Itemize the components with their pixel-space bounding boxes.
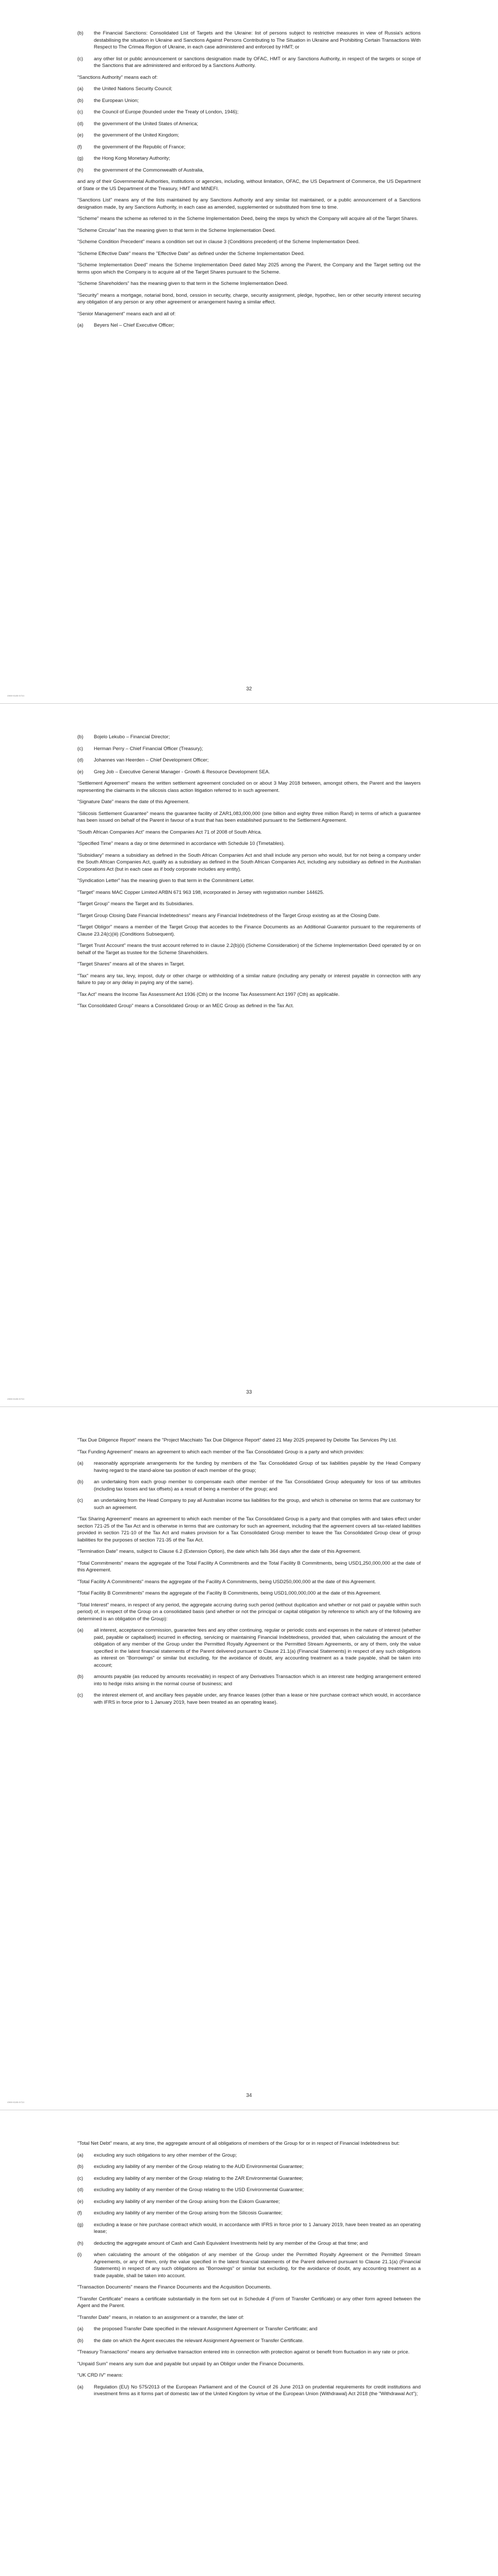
- document-page: [0, 0, 498, 703]
- list-item-text: when calculating the amount of the obligation of any member of the Group under the Permitted Royalty Agreement or the Permitted Stream Agreements, or any of them, only the value specified in the latest financial statements of the Parent delivered pursuant to Clause 21.1(a) (Financial Statements) in respect of any such obligations as "Borrowings" or similar but excluding, for the avoidance of doubt, any accounting treatment as a trade payable, shall be taken into account.: [94, 2252, 421, 2279]
- list-item-text: Herman Perry – Chief Financial Officer (Treasury);: [94, 745, 203, 752]
- definition-paragraph: "Tax" means any tax, levy, impost, duty or other charge or withholding of a similar nature (including any penalty or interest payable in connection with any failure to pay or any delay in paying any of the same).: [77, 973, 421, 986]
- list-item: [77, 2152, 421, 2159]
- list-item-label: (c): [77, 56, 84, 62]
- definition-paragraph: "Specified Time" means a day or time determined in accordance with Schedule 10 (Timetables).: [77, 841, 285, 846]
- list-item: [77, 1673, 421, 1687]
- list-item-label: (e): [77, 132, 84, 138]
- list-item: [77, 2251, 421, 2279]
- list-item-text: the European Union;: [94, 97, 139, 104]
- list-item: [77, 167, 421, 174]
- definition-paragraph: "Target Trust Account" means the trust account referred to in clause 2.2(b)(ii) (Scheme Consideration) of the Scheme Implementation Deed operated by or on behalf of the Target as trustee for the Scheme Shareholders.: [77, 943, 421, 956]
- list-item-label: (b): [77, 1674, 84, 1680]
- list-item-label: (a): [77, 1628, 84, 1633]
- list-item-text: the proposed Transfer Date specified in the relevant Assignment Agreement or Transfer Certificate; and: [94, 2326, 318, 2332]
- definition-paragraph: "Tax Sharing Agreement" means an agreement to which each member of the Tax Consolidated Group is a party and that complies with and takes effect under section 721-25 of the Tax Act and is otherwise in terms that are customary for such an agreement, including that the agreement covers all tax-related liabilities provided in section 721-10 of the Tax Act and makes provision for a Tax Consolidated Group member to leave the Tax Consolidated Group clear of group liabilities for the purposes of section 721-35 of the Tax Act.: [77, 1516, 421, 1543]
- list-item: [77, 757, 421, 764]
- list-item: [77, 109, 421, 116]
- list-item-label: (d): [77, 121, 84, 127]
- document-page: [0, 703, 498, 1406]
- page-number: 34: [246, 2093, 252, 2098]
- definition-paragraph: "Subsidiary" means a subsidiary as defined in the South African Companies Act and shall include any person who would, but for not being a company under the South African Companies Act, qualify as a subsidiary as defined in the South African Companies Act, including any subsidiary as defined in the Australian Corporations Act (but in each case as if body corporate includes any entity).: [77, 852, 421, 872]
- definition-paragraph: "Scheme Condition Precedent" means a condition set out in clause 3 (Conditions precedent) of the Scheme Implementation Deed.: [77, 239, 360, 245]
- list-item: [77, 56, 421, 70]
- definition-paragraph: "Scheme Circular" has the meaning given to that term in the Scheme Implementation Deed.: [77, 227, 276, 233]
- list-item-text: excluding any liability of any member of the Group relating to the ZAR Environmental Guarantee;: [94, 2175, 304, 2181]
- list-item-text: an undertaking from the Head Company to pay all Australian income tax liabilities for the group, and which is otherwise on terms that are customary for such an agreement.: [94, 1498, 421, 1511]
- definition-paragraph: "Total Facility B Commitments" means the aggregate of the Facility B Commitments, being USD1,000,000,000 at the date of this Agreement.: [77, 1590, 381, 1596]
- definition-paragraph: "Termination Date" means, subject to Clause 6.2 (Extension Option), the date which falls 364 days after the date of this Agreement.: [77, 1549, 361, 1554]
- list-item: [77, 2210, 421, 2217]
- list-item: [77, 30, 421, 51]
- definition-paragraph: "Total Commitments" means the aggregate of the Total Facility A Commitments and the Total Facility B Commitments, being USD1,250,000,000 at the date of this Agreement.: [77, 1560, 421, 1573]
- document-reference: 4969-8185-5734: [7, 2101, 25, 2104]
- list-item: [77, 121, 421, 128]
- list-item: [77, 1460, 421, 1474]
- list-item-label: (b): [77, 2164, 84, 2170]
- list-item-text: all interest, acceptance commission, guarantee fees and any other continuing, regular or periodic costs and expenses in the nature of interest (whether paid, payable or capitalised) incurred in effecting, servicing or maintaining Financial Indebtedness, provided that, when calculating the amount of the obligation of any member of the Group under the Permitted Royalty Agreement or the Permitted Stream Agreements, or any of them, only the value specified in the latest financial statements of the Parent delivered pursuant to Clause 21.1(a) (Financial Statements) in respect of any such obligations as interest on "Borrowings" or similar but excluding, for the avoidance of doubt, any accounting treatment as a trade payable, shall be taken into account;: [94, 1628, 421, 1668]
- list-item-text: the government of the Commonwealth of Australia,: [94, 167, 204, 173]
- list-item-text: the government of the United States of America;: [94, 121, 198, 127]
- definition-paragraph: "Tax Due Diligence Report" means the "Project Macchiato Tax Due Diligence Report" dated 21 May 2025 prepared by Deloitte Tax Services Pty Ltd.: [77, 1437, 397, 1443]
- definition-paragraph: "Target Group Closing Date Financial Indebtedness" means any Financial Indebtedness of the Target Group existing as at the Closing Date.: [77, 912, 380, 919]
- list-item-label: (a): [77, 86, 84, 92]
- list-item-text: amounts payable (as reduced by amounts receivable) in respect of any Derivatives Transaction which is an interest rate hedging arrangement entered into to hedge risks arising in the normal course of business; and: [94, 1674, 421, 1687]
- list-item-label: (b): [77, 734, 84, 740]
- list-item-label: (c): [77, 109, 84, 115]
- list-item-text: excluding any liability of any member of the Group relating to the AUD Environmental Guarantee;: [94, 2164, 304, 2170]
- list-item: [77, 144, 421, 151]
- definition-paragraph: "Silicosis Settlement Guarantee" means the guarantee facility of ZAR1,083,000,000 (one billion and eighty three million Rand) in terms of which a guarantee has been issued on behalf of the Parent in favour of a trust that has been established pursuant to the Settlement Agreement.: [77, 810, 421, 823]
- document-page: [0, 2110, 498, 2576]
- list-item-text: deducting the aggregate amount of Cash and Cash Equivalent Investments held by any member of the Group at that time; and: [94, 2240, 368, 2246]
- list-item: [77, 322, 421, 329]
- definition-paragraph: "Senior Management" means each and all of:: [77, 311, 176, 317]
- definition-paragraph: "Tax Consolidated Group" means a Consolidated Group or an MEC Group as defined in the Tax Act.: [77, 1003, 294, 1009]
- list-item-label: (b): [77, 2337, 84, 2344]
- list-item-text: excluding any liability of any member of the Group relating to the USD Environmental Guarantee;: [94, 2187, 304, 2193]
- list-item-label: (c): [77, 2175, 84, 2181]
- page-number: 33: [246, 1389, 252, 1395]
- list-item-label: (c): [77, 1692, 84, 1698]
- definition-paragraph: "Scheme Implementation Deed" means the Scheme Implementation Deed dated May 2025 among the Parent, the Company and the Target setting out the terms upon which the Company is to acquire all of the Target Shares pursuant to the Scheme.: [77, 262, 421, 275]
- list-item-text: the Financial Sanctions: Consolidated List of Targets and the Ukraine: list of persons subject to restrictive measures in view of Russia's actions destabilising the situation in Ukraine and Sanctions Against Persons Contributing to The Situation in Ukraine and Prohibiting Certain Transactions With Respect to The Crimea Region of Ukraine, in each case administered and enforced by HMT; or: [94, 30, 421, 50]
- definition-paragraph: "Treasury Transactions" means any derivative transaction entered into in connection with protection against or benefit from fluctuation in any rate or price.: [77, 2349, 410, 2355]
- definition-paragraph: "South African Companies Act" means the Companies Act 71 of 2008 of South Africa.: [77, 829, 262, 835]
- list-item: [77, 769, 421, 776]
- list-item: [77, 97, 421, 105]
- list-item: [77, 86, 421, 93]
- list-item-text: the Council of Europe (founded under the Treaty of London, 1946);: [94, 109, 239, 115]
- definition-paragraph: "Scheme Effective Date" means the "Effective Date" as defined under the Scheme Implementation Deed.: [77, 250, 305, 257]
- list-item-label: (e): [77, 769, 84, 775]
- definition-paragraph: "Settlement Agreement" means the written settlement agreement concluded on or about 3 May 2018 between, amongst others, the Parent and the lawyers representing the claimants in the silicosis class action litigation referred to in such agreement.: [77, 781, 421, 793]
- list-item: [77, 1627, 421, 1669]
- list-item-label: (g): [77, 156, 84, 161]
- list-item-label: (b): [77, 97, 84, 104]
- definition-paragraph: "Security" means a mortgage, notarial bond, bond, cession in security, charge, security assignment, pledge, hypothec, lien or other security interest securing any obligation of any person or any other agreement or arrangement having a similar effect.: [77, 292, 421, 305]
- document-reference: 4969-8185-5734: [7, 694, 25, 697]
- list-item: [77, 2384, 421, 2398]
- list-item-label: (f): [77, 144, 82, 150]
- definition-paragraph: "Syndication Letter" has the meaning given to that term in the Commitment Letter.: [77, 878, 255, 884]
- list-item-text: any other list or public announcement or sanctions designation made by OFAC, HMT or any Sanctions Authority, in respect of the targets or scope of the Sanctions that are administered and enforced by a Sanctions Authority.: [94, 56, 421, 69]
- definition-paragraph: "Scheme" means the scheme as referred to in the Scheme Implementation Deed, being the steps by which the Company will acquire all of the Target Shares.: [77, 216, 418, 222]
- list-item-label: (f): [77, 2210, 82, 2216]
- definition-paragraph: and any of their Governmental Authorities, institutions or agencies, including, without limitation, OFAC, the US Department of Commerce, the US Department of State or the US Department of the Treasury, HMT and MINEFI.: [77, 179, 421, 192]
- list-item-label: (c): [77, 745, 84, 752]
- list-item-label: (h): [77, 2240, 84, 2246]
- definition-paragraph: "Transaction Documents" means the Finance Documents and the Acquisition Documents.: [77, 2284, 272, 2290]
- definition-paragraph: "Transfer Date" means, in relation to an assignment or a transfer, the later of:: [77, 2314, 244, 2320]
- list-item-label: (b): [77, 1479, 84, 1485]
- definition-paragraph: "Scheme Shareholders" has the meaning given to that term in the Scheme Implementation Deed.: [77, 281, 288, 286]
- list-item-text: the date on which the Agent executes the relevant Assignment Agreement or Transfer Certificate.: [94, 2337, 304, 2344]
- list-item: [77, 2337, 421, 2345]
- list-item-text: the Hong Kong Monetary Authority;: [94, 156, 170, 161]
- document-page: [0, 1406, 498, 2110]
- definition-paragraph: "Total Net Debt" means, at any time, the aggregate amount of all obligations of members of the Group for or in respect of Financial Indebtedness but:: [77, 2141, 400, 2146]
- list-item-label: (g): [77, 2222, 84, 2228]
- list-item: [77, 2198, 421, 2206]
- definition-paragraph: "Unpaid Sum" means any sum due and payable but unpaid by an Obligor under the Finance Documents.: [77, 2361, 305, 2367]
- list-item: [77, 2326, 421, 2333]
- list-item: [77, 1692, 421, 1706]
- definition-paragraph: "Tax Funding Agreement" means an agreement to which each member of the Tax Consolidated Group is a party and which provides:: [77, 1449, 364, 1455]
- list-item-text: reasonably appropriate arrangements for the funding by members of the Tax Consolidated Group of tax liabilities payable by the Head Company having regard to the stand-alone tax position of each member of the group;: [94, 1461, 421, 1473]
- list-item: [77, 2222, 421, 2235]
- list-item: [77, 2240, 421, 2247]
- definition-paragraph: "Total Interest" means, in respect of any period, the aggregate accruing during such period (without duplication and whether or not paid or payable within such period) of, in respect of the Group on a consolidated basis (and whether or not the principal or capital obligation by reference to which any of the following are determined is an obligation of the Group):: [77, 1602, 421, 1622]
- list-item: [77, 2187, 421, 2194]
- list-item-text: Beyers Nel – Chief Executive Officer;: [94, 323, 175, 328]
- list-item-text: an undertaking from each group member to compensate each other member of the Tax Consolidated Group adequately for loss of tax attributes (including tax losses and tax offsets) as a result of being a member of the group; and: [94, 1479, 421, 1492]
- list-item-text: Bojelo Lekubo – Financial Director;: [94, 734, 170, 740]
- list-item-text: excluding a lease or hire purchase contract which would, in accordance with IFRS in force prior to 1 January 2019, have been treated as an operating lease;: [94, 2222, 421, 2234]
- list-item-text: the government of the Republic of France;: [94, 144, 186, 150]
- list-item: [77, 2163, 421, 2171]
- list-item: [77, 155, 421, 162]
- definition-paragraph: "Target Shares" means all of the shares in Target.: [77, 961, 185, 967]
- list-item-label: (b): [77, 30, 84, 36]
- list-item: [77, 745, 421, 753]
- list-item-text: Greg Job – Executive General Manager - Growth & Resource Development SEA.: [94, 769, 270, 775]
- document-reference: 4969-8185-5734: [7, 1398, 25, 1400]
- definition-paragraph: "Target Obligor" means a member of the Target Group that accedes to the Finance Documents as an Additional Guarantor pursuant to the requirements of Clause 23.24(c)(iii) (Conditions Subsequent).: [77, 924, 421, 937]
- definition-paragraph: "Target" means MAC Copper Limited ARBN 671 963 198, incorporated in Jersey with registration number 144625.: [77, 889, 324, 895]
- list-item-text: the United Nations Security Council;: [94, 86, 173, 92]
- definition-paragraph: "Tax Act" means the Income Tax Assessment Act 1936 (Cth) or the Income Tax Assessment Act 1997 (Cth) as applicable.: [77, 991, 340, 997]
- list-item-label: (a): [77, 1461, 84, 1466]
- list-item-label: (h): [77, 167, 84, 173]
- page-number: 32: [246, 686, 252, 692]
- list-item-label: (d): [77, 757, 84, 763]
- list-item-text: Regulation (EU) No 575/2013 of the European Parliament and of the Council of 26 June 2013 on prudential requirements for credit institutions and investment firms as it forms part of domestic law of the United Kingdom by virtue of the European Union (Withdrawal) Act 2018 (the "Withdrawal Act");: [94, 2384, 421, 2397]
- list-item: [77, 132, 421, 139]
- list-item-label: (c): [77, 1498, 84, 1503]
- list-item-text: the interest element of, and ancillary fees payable under, any finance leases (other than a lease or hire purchase contract which would, in accordance with IFRS in force prior to 1 January 2019, have been treated as an operating lease).: [94, 1692, 421, 1705]
- list-item-label: (a): [77, 2152, 84, 2158]
- list-item-text: the government of the United Kingdom;: [94, 132, 179, 138]
- list-item-label: (a): [77, 2384, 84, 2390]
- definition-paragraph: "Signature Date" means the date of this Agreement.: [77, 799, 190, 805]
- definition-paragraph: "UK CRD IV" means:: [77, 2372, 123, 2378]
- list-item: [77, 2175, 421, 2182]
- list-item: [77, 1497, 421, 1511]
- definition-paragraph: "Transfer Certificate" means a certificate substantially in the form set out in Schedule 4 (Form of Transfer Certificate) or any other form agreed between the Agent and the Parent.: [77, 2296, 421, 2309]
- definition-paragraph: "Sanctions Authority" means each of:: [77, 74, 158, 80]
- list-item: [77, 734, 421, 741]
- list-item-label: (a): [77, 323, 84, 328]
- definition-paragraph: "Total Facility A Commitments" means the aggregate of the Facility A Commitments, being USD250,000,000 at the date of this Agreement.: [77, 1579, 376, 1585]
- definition-paragraph: "Sanctions List" means any of the lists maintained by any Sanctions Authority and any similar list maintained, or a public announcement of a Sanctions designation made, by any Sanctions Authority, in each case as amended, supplemented or substituted from time to time.: [77, 197, 421, 210]
- list-item-text: excluding any liability of any member of the Group arising from the Eskom Guarantee;: [94, 2198, 280, 2205]
- list-item-text: Johannes van Heerden – Chief Development Officer;: [94, 757, 209, 763]
- list-item-label: (e): [77, 2198, 84, 2205]
- list-item-label: (i): [77, 2252, 82, 2258]
- list-item-label: (d): [77, 2187, 84, 2193]
- list-item-label: (a): [77, 2326, 84, 2332]
- list-item-text: excluding any liability of any member of the Group arising from the Silicosis Guarantee;: [94, 2210, 283, 2216]
- list-item-text: excluding any such obligations to any other member of the Group;: [94, 2152, 237, 2158]
- list-item: [77, 1479, 421, 1493]
- definition-paragraph: "Target Group" means the Target and its Subsidiaries.: [77, 901, 194, 907]
